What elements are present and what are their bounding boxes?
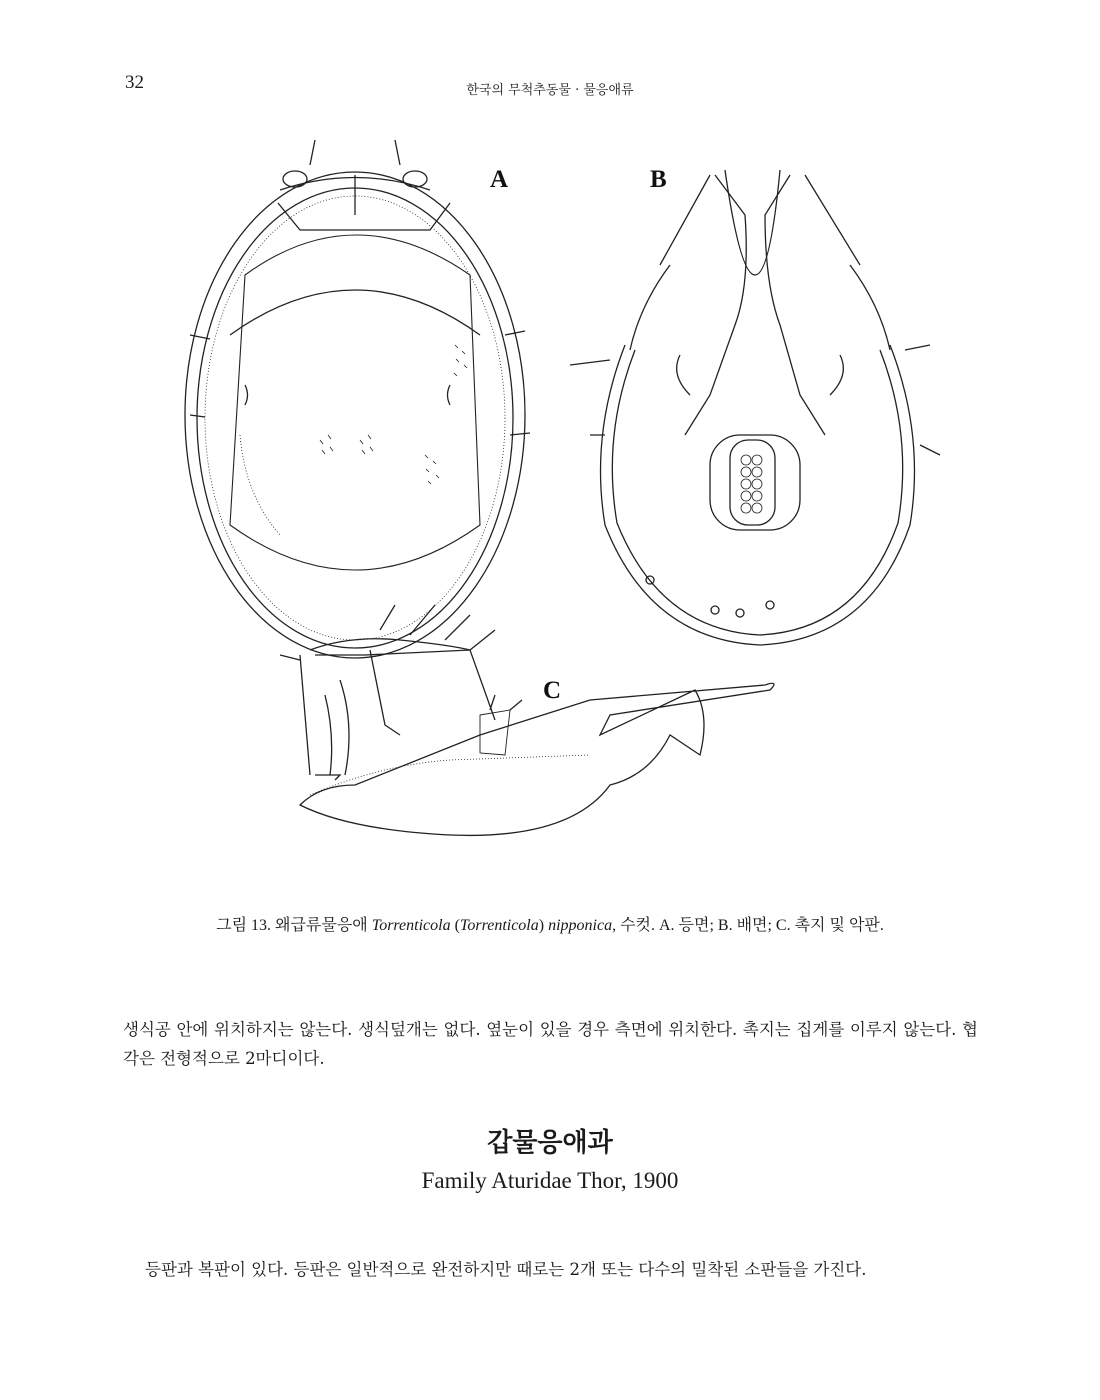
caption-suffix: , 수컷. A. 등면; B. 배면; C. 촉지 및 악판. (612, 917, 884, 934)
panel-a-drawing (185, 140, 530, 658)
caption-close-paren: ) (538, 917, 549, 934)
caption-genus: Torrenticola (371, 917, 451, 934)
body-paragraph-1: 생식공 안에 위치하지는 않는다. 생식덮개는 없다. 옆눈이 있을 경우 측면에 위치한다. 촉지는 집게를 이루지 않는다. 협각은 전형적으로 2마디이다. (123, 1019, 978, 1068)
panel-b-drawing (570, 170, 940, 645)
section-title-english: Family Aturidae Thor, 1900 (421, 1168, 679, 1193)
caption-species: nipponica (548, 917, 613, 934)
caption-open-paren: ( (450, 917, 460, 934)
body-paragraph-2: 등판과 복판이 있다. 등판은 일반적으로 완전하지만 때로는 2개 또는 다수의 밀착된 소판들을 가진다. (145, 1259, 867, 1279)
page-number: 32 (125, 72, 144, 93)
panel-label-a: A (490, 166, 509, 193)
section-title-korean: 갑물응애과 (487, 1128, 613, 1158)
caption-subgenus: Torrenticola (459, 917, 539, 934)
panel-label-c: C (543, 677, 562, 704)
mite-illustration (150, 135, 970, 880)
figure-13 (150, 135, 970, 880)
caption-prefix: 그림 13. 왜급류물응애 (216, 917, 372, 934)
panel-label-b: B (650, 166, 667, 193)
panel-c-drawing (280, 605, 774, 835)
figure-caption (0, 912, 1100, 935)
running-head: 한국의 무척추동물 · 물응애류 (466, 83, 634, 98)
